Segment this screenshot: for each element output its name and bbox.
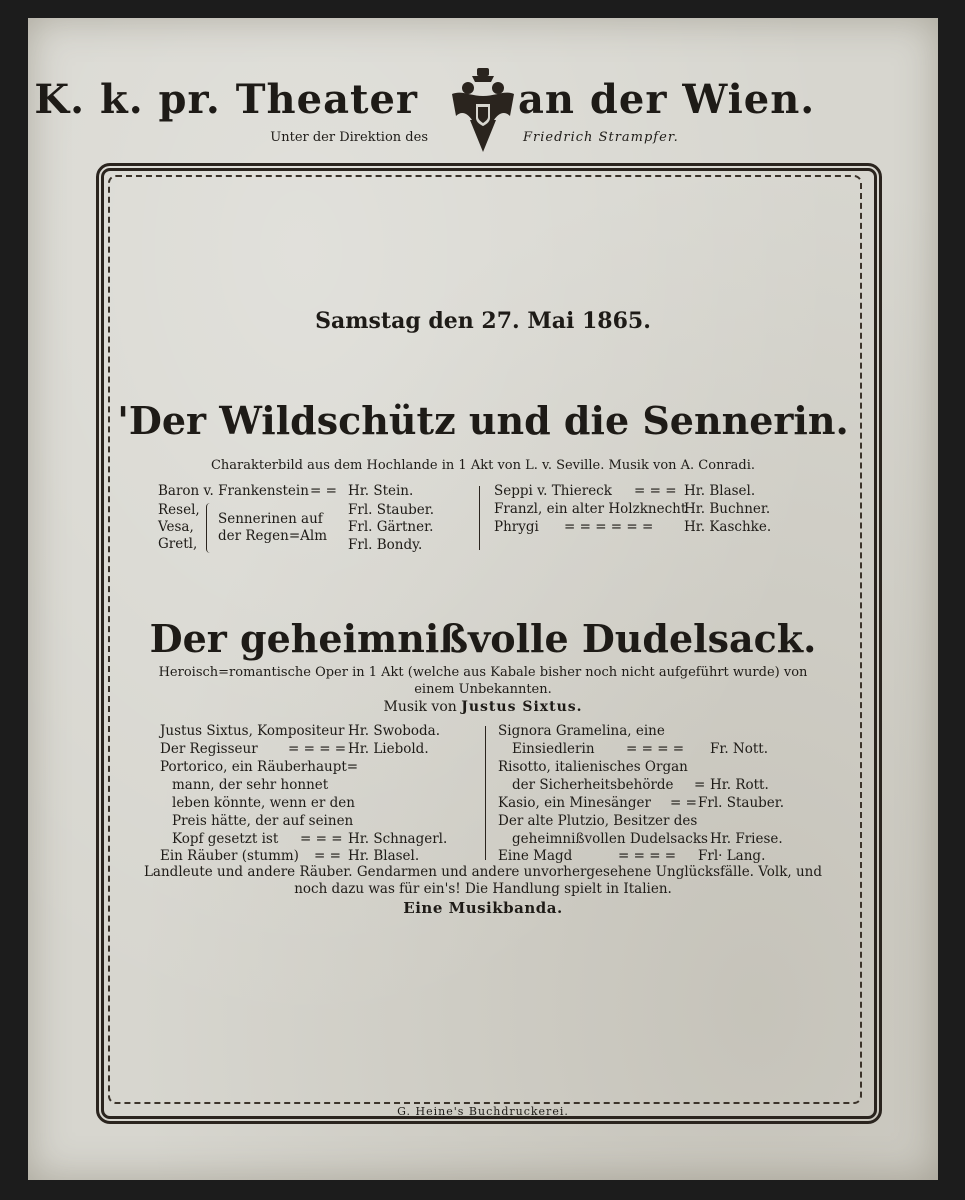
play2-subtitle: einem Unbekannten. xyxy=(414,682,552,697)
theater-title-right: an der Wien. xyxy=(518,76,816,123)
director-name: Friedrich Strampfer. xyxy=(523,130,679,145)
play2-cast-right xyxy=(498,723,798,863)
play2-band-line: Eine Musikbanda. xyxy=(403,899,563,917)
cast-role: Risotto, italienisches Organ xyxy=(498,759,688,775)
play2-setting-line: noch dazu was für ein's! Die Handlung spielt in Italien. xyxy=(294,881,672,897)
cast-actor: Hr. Stein. xyxy=(348,483,414,499)
play2-subtitle: Heroisch=romantische Oper in 1 Akt (welche aus Kabale bisher noch nicht aufgeführt wurde) von xyxy=(158,665,808,680)
performance-date: Samstag den 27. Mai 1865. xyxy=(315,308,651,334)
cast-actor: Hr. Liebold. xyxy=(348,741,429,757)
cast-role: leben könnte, wenn er den xyxy=(172,795,355,811)
group-label: Sennerinen auf xyxy=(218,511,323,527)
cast-role: der Sicherheitsbehörde xyxy=(512,777,674,793)
cast-role: Justus Sixtus, Kompositeur xyxy=(160,723,345,739)
cast-actor: Hr. Buchner. xyxy=(684,501,771,517)
cast-actor: Frl. Bondy. xyxy=(348,537,423,553)
cast-dots: = = xyxy=(310,483,337,499)
cast-role: Phrygi xyxy=(494,519,539,535)
cast-role: Der Regisseur xyxy=(160,741,258,757)
cast-actor: Frl. Stauber. xyxy=(698,795,785,811)
cast-role: Einsiedlerin xyxy=(512,741,595,757)
cast-role: Resel, xyxy=(158,502,200,518)
cast-dots: = = = = xyxy=(618,848,677,864)
cast-dots: = = xyxy=(314,848,341,864)
cast-actor: Hr. Friese. xyxy=(710,831,783,847)
cast-dots: = = = xyxy=(634,483,677,499)
play1-cast-right xyxy=(494,483,794,543)
cast-actor: Hr. Schnagerl. xyxy=(348,831,448,847)
cast-role: Eine Magd xyxy=(498,848,573,864)
cast-actor: Fr. Nott. xyxy=(710,741,769,757)
cast-role: Vesa, xyxy=(158,519,194,535)
column-divider xyxy=(479,486,480,550)
cast-role: geheimnißvollen Dudelsacks xyxy=(512,831,708,847)
music-prefix: Musik von xyxy=(383,699,457,715)
play2-cast-left xyxy=(160,723,490,863)
cast-dots: = = = = = = xyxy=(564,519,654,535)
theater-title-left: K. k. pr. Theater xyxy=(34,76,418,123)
cast-actor: Hr. Blasel. xyxy=(348,848,420,864)
printer-credit: G. Heine's Buchdruckerei. xyxy=(397,1105,569,1118)
cast-dots: = = = = xyxy=(626,741,685,757)
column-divider xyxy=(485,726,486,860)
play2-title: Der geheimnißvolle Dudelsack. xyxy=(149,616,817,661)
composer-name: Justus Sixtus. xyxy=(461,699,583,715)
cast-actor: Frl· Lang. xyxy=(698,848,766,864)
cast-dots: = = = xyxy=(300,831,343,847)
cast-role: Franzl, ein alter Holzknecht xyxy=(494,501,687,517)
cast-role: mann, der sehr honnet xyxy=(172,777,329,793)
cast-role: Der alte Plutzio, Besitzer des xyxy=(498,813,698,829)
play2-music-credit xyxy=(28,699,938,715)
cast-actor: Hr. Kaschke. xyxy=(684,519,772,535)
group-brace xyxy=(206,503,211,553)
cast-dots: = xyxy=(694,777,706,793)
cast-role: Kasio, ein Minesänger xyxy=(498,795,651,811)
cast-role: Portorico, ein Räuberhaupt= xyxy=(160,759,359,775)
cast-actor: Hr. Swoboda. xyxy=(348,723,441,739)
play1-subtitle: Charakterbild aus dem Hochlande in 1 Akt von L. v. Seville. Musik von A. Conradi. xyxy=(210,458,756,473)
cast-role: Ein Räuber (stumm) xyxy=(160,848,299,864)
double-eagle-crest-icon xyxy=(448,66,518,156)
cast-actor: Frl. Stauber. xyxy=(348,502,435,518)
cast-role: Signora Gramelina, eine xyxy=(498,723,665,739)
cast-role: Preis hätte, der auf seinen xyxy=(172,813,354,829)
direction-label: Unter der Direktion des xyxy=(270,130,428,145)
cast-role: Kopf gesetzt ist xyxy=(172,831,279,847)
cast-actor: Hr. Blasel. xyxy=(684,483,756,499)
group-label: der Regen=Alm xyxy=(218,528,328,544)
cast-role: Baron v. Frankenstein xyxy=(158,483,309,499)
cast-actor: Frl. Gärtner. xyxy=(348,519,434,535)
play2-ensemble-line: Landleute und andere Räuber. Gendarmen und andere unvorhergesehene Unglücksfälle. Volk, und xyxy=(143,864,823,880)
cast-role: Gretl, xyxy=(158,536,198,552)
playbill-sheet xyxy=(28,18,938,1180)
cast-dots: = = = = xyxy=(288,741,347,757)
cast-dots: = = xyxy=(670,795,697,811)
cast-actor: Hr. Rott. xyxy=(710,777,769,793)
play1-cast-left xyxy=(158,483,488,558)
cast-role: Seppi v. Thiereck xyxy=(494,483,612,499)
play1-title: 'Der Wildschütz und die Sennerin. xyxy=(117,398,849,443)
